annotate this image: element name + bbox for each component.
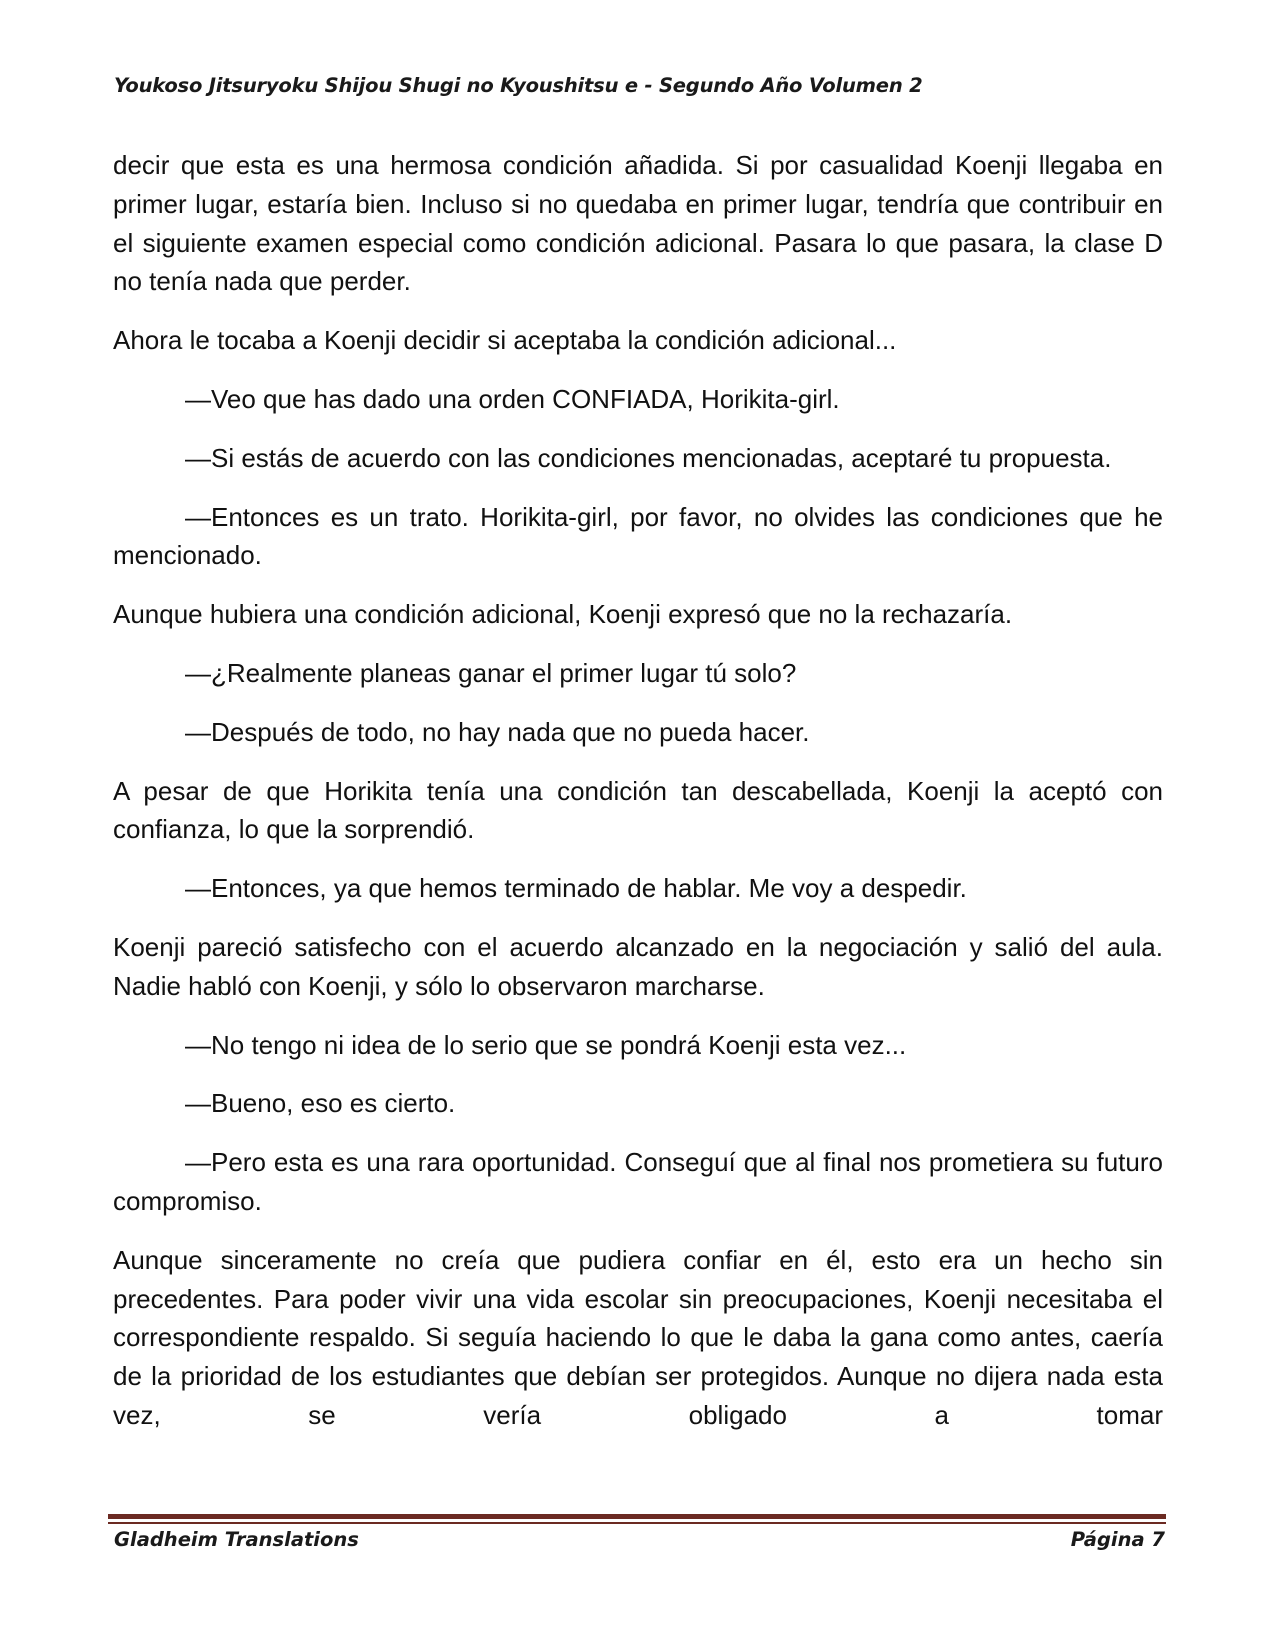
header-title: Youkoso Jitsuryoku Shijou Shugi no Kyoushitsu e - Segundo Año Volumen 2 <box>114 74 923 97</box>
dialogue-line: —Bueno, eso es cierto. <box>185 1088 456 1119</box>
footer-translator: Gladheim Translations <box>114 1528 359 1551</box>
paragraph: decir que esta es una hermosa condición añadida. Si por casualidad Koenji llegaba en primer lugar, estaría bien. Incluso si no quedaba en primer lugar, tendría que contribuir en el siguiente examen especial como condición adicional. Pasara lo que pasara, la clase D no tenía nada que perder. <box>113 150 1163 297</box>
paragraph: Aunque hubiera una condición adicional, Koenji expresó que no la rechazaría. <box>113 599 1013 630</box>
dialogue-line: —¿Realmente planeas ganar el primer lugar tú solo? <box>185 657 797 688</box>
dialogue-line: —Si estás de acuerdo con las condiciones mencionadas, aceptaré tu propuesta. <box>185 442 1112 473</box>
footer-rule-thin <box>108 1522 1166 1524</box>
paragraph: Ahora le tocaba a Koenji decidir si aceptaba la condición adicional... <box>113 325 897 356</box>
page-body <box>113 146 1163 1435</box>
paragraph: A pesar de que Horikita tenía una condición tan descabellada, Koenji la aceptó con confianza, lo que la sorprendió. <box>113 775 1163 845</box>
dialogue-line: —Entonces, ya que hemos terminado de hablar. Me voy a despedir. <box>185 873 967 904</box>
page-number: Página 7 <box>1070 1528 1165 1551</box>
dialogue-line: —Entonces es un trato. Horikita-girl, por favor, no olvides las condiciones que he mencionado. <box>113 501 1163 571</box>
paragraph: Koenji pareció satisfecho con el acuerdo alcanzado en la negociación y salió del aula. Nadie habló con Koenji, y sólo lo observaron marcharse. <box>113 931 1163 1001</box>
dialogue-line: —Pero esta es una rara oportunidad. Conseguí que al final nos prometiera su futuro compromiso. <box>113 1147 1163 1216</box>
dialogue-line: —Veo que has dado una orden CONFIADA, Horikita-girl. <box>185 383 840 414</box>
dialogue-line: —Después de todo, no hay nada que no pueda hacer. <box>185 716 810 747</box>
footer-rule-thick <box>108 1514 1166 1519</box>
paragraph: Aunque sinceramente no creía que pudiera confiar en él, esto era un hecho sin precedentes. Para poder vivir una vida escolar sin preocupaciones, Koenji necesitaba el correspondiente respaldo. Si seguía haciendo lo que le daba la gana como antes, caería de la prioridad de los estudiantes que debían ser protegidos. Aunque no dijera nada esta vez, se vería obligado a tomar <box>113 1244 1163 1430</box>
dialogue-line: —No tengo ni idea de lo serio que se pondrá Koenji esta vez... <box>185 1029 907 1060</box>
